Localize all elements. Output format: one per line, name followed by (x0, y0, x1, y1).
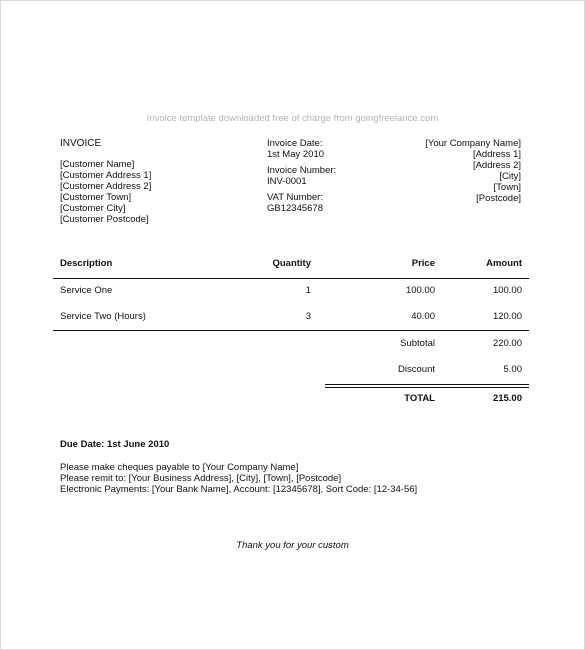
total-label: TOTAL (404, 393, 435, 404)
company-address-2: [Address 2] (472, 160, 521, 171)
invoice-number-label: Invoice Number: (267, 165, 337, 176)
customer-town: [Customer Town] (60, 192, 132, 203)
col-header-amount: Amount (486, 258, 522, 269)
col-header-description: Description (60, 258, 113, 269)
due-date: Due Date: 1st June 2010 (60, 439, 170, 450)
vat-number-label: VAT Number: (267, 192, 323, 203)
company-city: [City] (499, 171, 521, 182)
invoice-date-value: 1st May 2010 (267, 149, 325, 160)
thank-you-note: Thank you for your custom (236, 540, 349, 551)
invoice-number-value: INV-0001 (267, 176, 307, 187)
total-divider-top (325, 384, 529, 385)
subtotal-value: 220.00 (492, 338, 522, 349)
discount-value: 5.00 (503, 364, 522, 375)
row-1-price: 100.00 (405, 285, 435, 296)
customer-name: [Customer Name] (60, 159, 135, 170)
payment-instructions (60, 462, 417, 495)
company-postcode: [Postcode] (476, 193, 521, 204)
row-2-description: Service Two (Hours) (60, 311, 146, 322)
customer-address-2: [Customer Address 2] (60, 181, 152, 192)
customer-address-1: [Customer Address 1] (60, 170, 152, 181)
total-value: 215.00 (492, 393, 522, 404)
col-header-price: Price (411, 258, 435, 269)
template-source-banner: Invoice template downloaded free of charge from goingfreelance.com (146, 113, 439, 124)
customer-postcode: [Customer Postcode] (60, 214, 149, 225)
company-name: [Your Company Name] (425, 138, 521, 149)
row-2-price: 40.00 (411, 311, 435, 322)
rows-divider (53, 330, 529, 331)
row-1-description: Service One (60, 285, 113, 296)
row-1-quantity: 1 (305, 285, 311, 296)
invoice-date-label: Invoice Date: (267, 138, 323, 149)
vat-number-value: GB12345678 (267, 203, 323, 214)
company-town: [Town] (493, 182, 521, 193)
invoice-meta-block (267, 138, 336, 214)
header-divider (53, 278, 529, 279)
payment-line-electronic: Electronic Payments: [Your Bank Name], Account: [12345678], Sort Code: [12-34-56] (60, 484, 418, 495)
col-header-quantity: Quantity (272, 258, 311, 269)
row-2-amount: 120.00 (492, 311, 522, 322)
company-address-block (401, 138, 521, 204)
invoice-title: INVOICE (60, 138, 102, 149)
customer-city: [Customer City] (60, 203, 126, 214)
customer-address-block (60, 159, 151, 225)
row-2-quantity: 3 (305, 311, 311, 322)
row-1-amount: 100.00 (492, 285, 522, 296)
payment-line-cheques: Please make cheques payable to [Your Company Name] (60, 462, 299, 473)
payment-line-remit: Please remit to: [Your Business Address], [City], [Town], [Postcode] (60, 473, 342, 484)
subtotal-label: Subtotal (400, 338, 435, 349)
discount-label: Discount (398, 364, 435, 375)
company-address-1: [Address 1] (472, 149, 521, 160)
total-divider-bottom (325, 387, 529, 388)
